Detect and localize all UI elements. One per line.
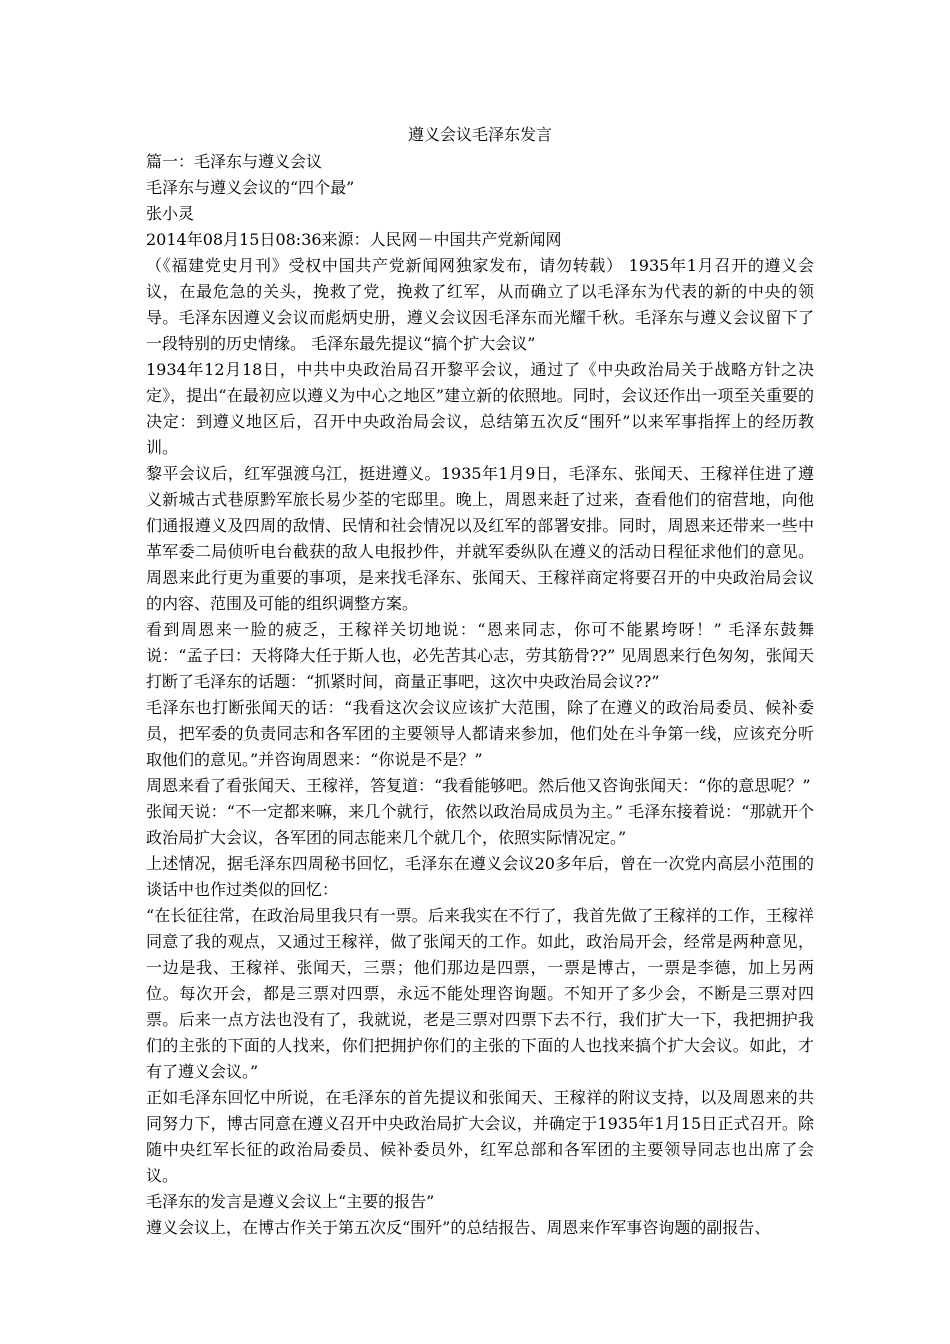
- document-title: 遵义会议毛泽东发言: [407, 125, 552, 144]
- paragraph: “在长征往常，在政治局里我只有一票。后来我实在不行了，我首先做了王稼祥的工作，王稼祥同意了我的观点，又通过王稼祥，做了张闻天的工作。如此，政治局开会，经常是两种意见，一边是我、王稼祥、张闻天，三票；他们那边是四票，一票是博古，一票是李德，加上另两位。每次开会，都是三票对四票，永远不能处理咨询题。不知开了多少会，不断是三票对四票。后来一点方法也没有了，我就说，老是三票对四票下去不行，我们扩大一下，我把拥护我们的主张的下面的人找来，你们把拥护你们的主张的下面的人也找来搞个扩大会议。如此，才有了遵义会议。”: [146, 906, 814, 1081]
- author: 张小灵: [146, 204, 195, 223]
- paragraph: 上述情况，据毛泽东四周秘书回忆，毛泽东在遵义会议20多年后，曾在一次党内高层小范围的谈话中也作过类似的回忆：: [146, 854, 814, 899]
- document-page: [146, 122, 814, 1241]
- paragraph: 遵义会议上，在博古作关于第五次反“围歼”的总结报告、周恩来作军事咨询题的副报告、: [146, 1218, 771, 1237]
- paragraph: 看到周恩来一脸的疲乏，王稼祥关切地说：“恩来同志，你可不能累垮呀！” 毛泽东鼓舞说：“孟子曰：天将降大任于斯人也，必先苦其心志，劳其筋骨??” 见周恩来行色匆匆，张闻天打断了毛泽东的话题：“抓紧时间，商量正事吧，这次中央政治局会议??”: [146, 620, 814, 691]
- paragraph: （《福建党史月刊》受权中国共产党新闻网独家发布，请勿转载） 1935年1月召开的遵义会议，在最危急的关头，挽救了党，挽救了红军，从而确立了以毛泽东为代表的新的中央的领导。毛泽东因遵义会议而彪炳史册，遵义会议因毛泽东而光耀千秋。毛泽东与遵义会议留下了一段特别的历史情缘。 毛泽东最先提议“搞个扩大会议”: [146, 256, 814, 353]
- section-heading: 篇一：毛泽东与遵义会议: [146, 152, 323, 171]
- dateline: 2014年08月15日08:36来源：人民网－中国共产党新闻网: [146, 230, 562, 249]
- paragraph: 张闻天说：“不一定都来嘛，来几个就行，依然以政治局成员为主。” 毛泽东接着说：“那就开个政治局扩大会议，各军团的同志能来几个就几个，依照实际情况定。”: [146, 802, 814, 847]
- article-title: 毛泽东与遵义会议的“四个最”: [146, 178, 355, 197]
- paragraph: 周恩来看了看张闻天、王稼祥，答复道：“我看能够吧。然后他又咨询张闻天：“你的意思呢？”: [146, 776, 811, 795]
- paragraph: 1934年12月18日，中共中央政治局召开黎平会议，通过了《中央政治局关于战略方针之决定》，提出“在最初应以遵义为中心之地区”建立新的依照地。同时，会议还作出一项至关重要的决定：到遵义地区后，召开中央政治局会议，总结第五次反“围歼”以来军事指挥上的经历教训。: [146, 360, 814, 457]
- paragraph: 正如毛泽东回忆中所说，在毛泽东的首先提议和张闻天、王稼祥的附议支持，以及周恩来的共同努力下，博古同意在遵义召开中央政治局扩大会议，并确定于1935年1月15日正式召开。除随中央红军长征的政治局委员、候补委员外，红军总部和各军团的主要领导同志也出席了会议。: [146, 1088, 814, 1185]
- paragraph: 毛泽东的发言是遵义会议上“主要的报告”: [146, 1192, 435, 1211]
- paragraph: 毛泽东也打断张闻天的话：“我看这次会议应该扩大范围，除了在遵义的政治局委员、候补委员，把军委的负责同志和各军团的主要领导人都请来参加，他们处在斗争第一线，应该充分听取他们的意见。”并咨询周恩来：“你说是不是？”: [146, 698, 814, 769]
- paragraph: 黎平会议后，红军强渡乌江，挺进遵义。1935年1月9日，毛泽东、张闻天、王稼祥住进了遵义新城古式巷原黔军旅长易少荃的宅邸里。晚上，周恩来赶了过来，查看他们的宿营地，向他们通报遵义及四周的敌情、民情和社会情况以及红军的部署安排。同时，周恩来还带来一些中革军委二局侦听电台截获的敌人电报抄件，并就军委纵队在遵义的活动日程征求他们的意见。周恩来此行更为重要的事项，是来找毛泽东、张闻天、王稼祥商定将要召开的中央政治局会议的内容、范围及可能的组织调整方案。: [146, 464, 814, 613]
